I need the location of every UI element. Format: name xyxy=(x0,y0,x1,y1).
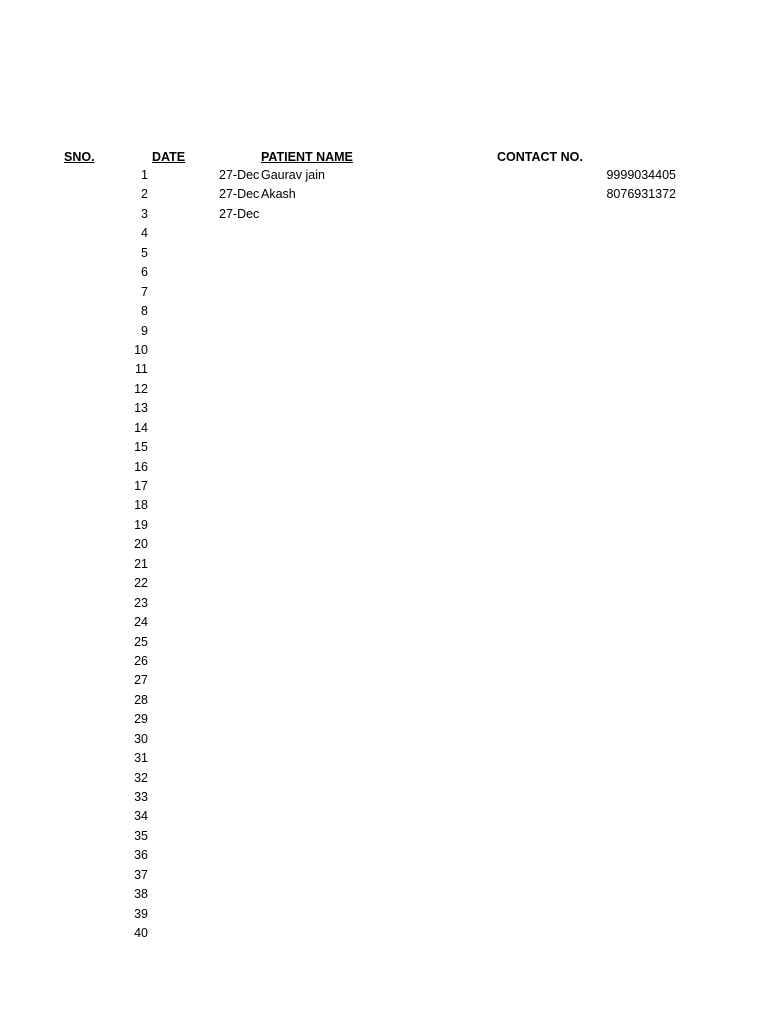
sno-cell: 29 xyxy=(134,712,148,727)
sno-cell: 25 xyxy=(134,634,148,649)
sno-cell: 13 xyxy=(134,401,148,416)
sno-cell: 17 xyxy=(134,479,148,493)
table-row xyxy=(0,846,768,865)
table-row xyxy=(0,185,768,204)
date-cell: 27-Dec xyxy=(219,187,260,202)
table-row xyxy=(0,263,768,282)
table-row xyxy=(0,827,768,846)
table-row xyxy=(0,477,768,496)
date-cell: 27-Dec xyxy=(219,168,260,182)
sno-cell: 24 xyxy=(134,615,148,630)
sno-cell: 12 xyxy=(134,381,148,396)
contact-no-cell: 8076931372 xyxy=(606,187,676,202)
sno-cell: 2 xyxy=(141,187,148,202)
table-row xyxy=(0,691,768,710)
header-patient-name: PATIENT NAME xyxy=(261,150,353,164)
sno-cell: 11 xyxy=(135,362,148,377)
table-row xyxy=(0,710,768,729)
sno-cell: 20 xyxy=(134,537,148,552)
table-row xyxy=(0,458,768,477)
table-row xyxy=(0,730,768,749)
sno-cell: 39 xyxy=(134,906,148,921)
table-row xyxy=(0,749,768,768)
table-row xyxy=(0,283,768,302)
sno-cell: 14 xyxy=(134,420,148,435)
contact-no-cell: 9999034405 xyxy=(606,168,676,182)
sno-cell: 21 xyxy=(134,556,148,571)
date-cell: 27-Dec xyxy=(219,206,260,221)
table-row xyxy=(0,360,768,379)
sno-cell: 33 xyxy=(134,790,148,804)
sno-cell: 10 xyxy=(134,342,148,357)
sno-cell: 30 xyxy=(134,731,148,746)
table-row xyxy=(0,769,768,788)
table-row xyxy=(0,905,768,924)
table-row xyxy=(0,399,768,418)
sno-cell: 8 xyxy=(141,304,148,319)
sno-cell: 16 xyxy=(134,459,148,474)
sno-cell: 26 xyxy=(134,653,148,668)
patient-table-body xyxy=(0,166,768,944)
table-row xyxy=(0,535,768,554)
sno-cell: 15 xyxy=(134,440,148,455)
sno-cell: 35 xyxy=(134,828,148,843)
table-row xyxy=(0,244,768,263)
table-row xyxy=(0,574,768,593)
table-row xyxy=(0,496,768,515)
sno-cell: 23 xyxy=(134,595,148,610)
table-row xyxy=(0,166,768,185)
table-row xyxy=(0,885,768,904)
table-row xyxy=(0,788,768,807)
sno-cell: 40 xyxy=(134,926,148,941)
table-row xyxy=(0,613,768,632)
table-row xyxy=(0,866,768,885)
table-row xyxy=(0,322,768,341)
sno-cell: 34 xyxy=(134,809,148,824)
sno-cell: 27 xyxy=(134,673,148,688)
sno-cell: 3 xyxy=(141,206,148,221)
table-row xyxy=(0,224,768,243)
sno-cell: 18 xyxy=(134,498,148,513)
table-row xyxy=(0,205,768,224)
table-row xyxy=(0,924,768,943)
table-row xyxy=(0,302,768,321)
table-row xyxy=(0,341,768,360)
table-row xyxy=(0,419,768,438)
patient-name-cell: Gaurav jain xyxy=(261,168,325,182)
sno-cell: 36 xyxy=(134,848,148,863)
patient-name-cell: Akash xyxy=(261,187,296,202)
sno-cell: 7 xyxy=(141,284,148,299)
sno-cell: 37 xyxy=(134,867,148,882)
table-row xyxy=(0,380,768,399)
sno-cell: 19 xyxy=(134,517,148,532)
header-date: DATE xyxy=(152,150,186,164)
sno-cell: 38 xyxy=(134,887,148,902)
sno-cell: 5 xyxy=(141,245,148,260)
sno-cell: 1 xyxy=(141,168,148,182)
table-row xyxy=(0,438,768,457)
sno-cell: 31 xyxy=(134,751,148,766)
table-row xyxy=(0,594,768,613)
header-sno: SNO. xyxy=(64,150,95,164)
table-row xyxy=(0,555,768,574)
table-row xyxy=(0,807,768,826)
header-contact-no: CONTACT NO. xyxy=(497,150,583,164)
sno-cell: 32 xyxy=(134,770,148,785)
sno-cell: 28 xyxy=(134,692,148,707)
sno-cell: 4 xyxy=(141,226,148,241)
table-row xyxy=(0,671,768,690)
table-row xyxy=(0,633,768,652)
table-row xyxy=(0,652,768,671)
sno-cell: 6 xyxy=(141,265,148,280)
sno-cell: 9 xyxy=(141,323,148,338)
sno-cell: 22 xyxy=(134,576,148,591)
table-row xyxy=(0,516,768,535)
